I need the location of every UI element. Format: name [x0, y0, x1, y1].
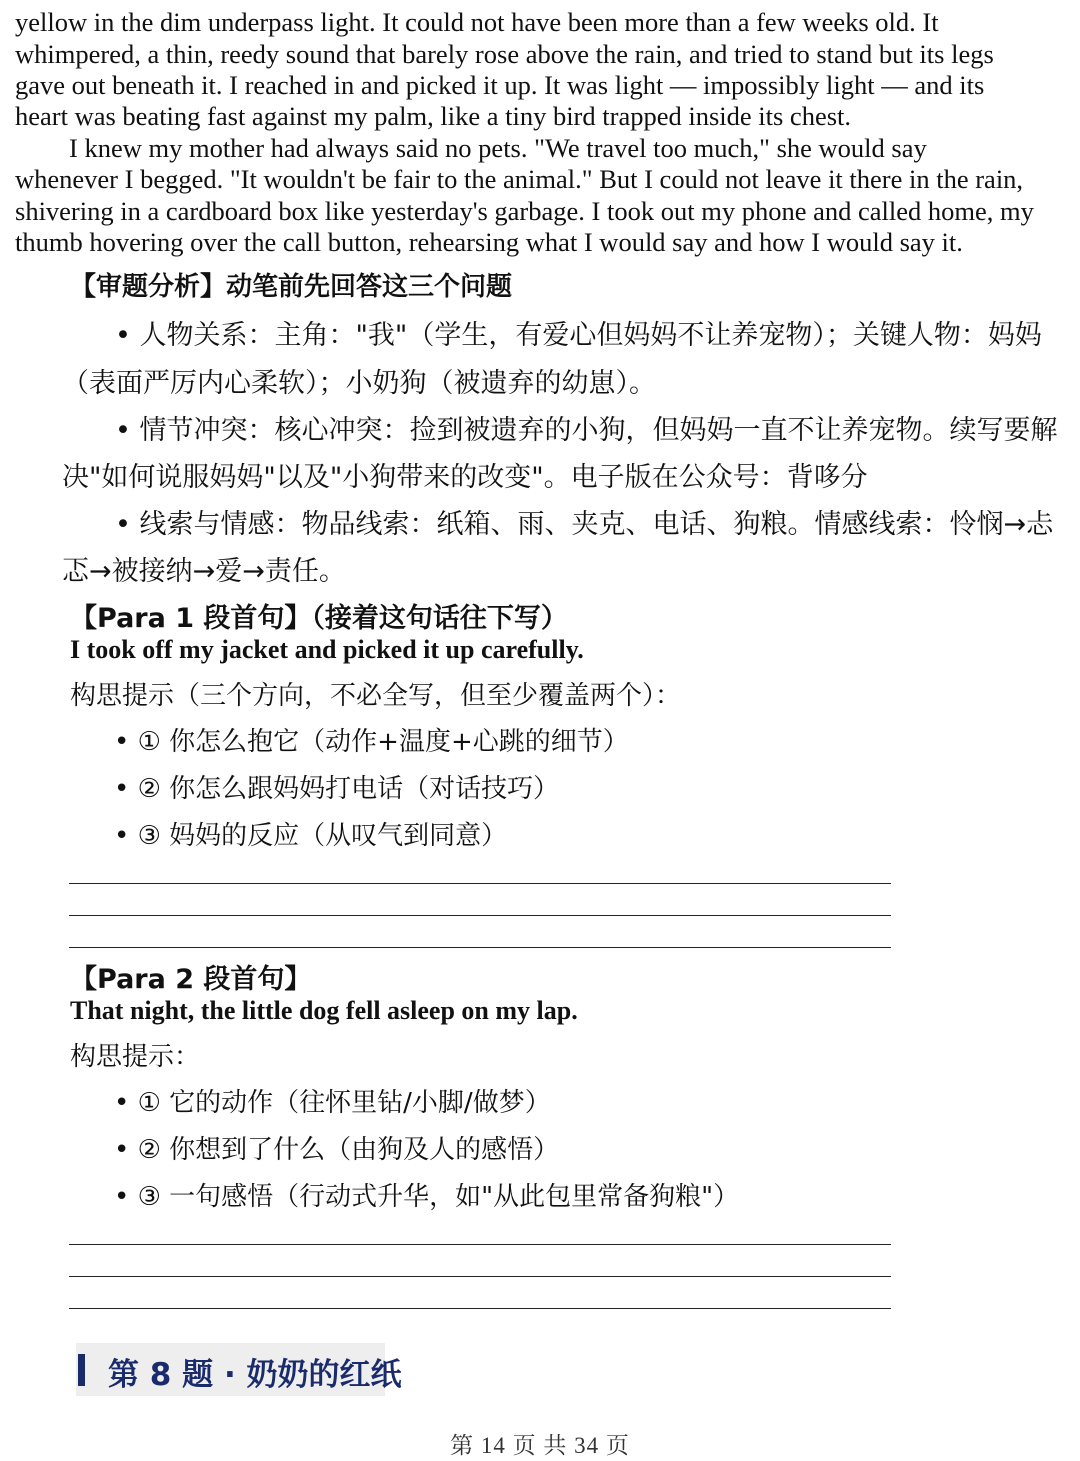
page-number-footer: 第 14 页 共 34 页 [450, 1433, 630, 1458]
story-line-3: gave out beneath it. I reached in and picked it up. It was light — impossibly light — and its [15, 70, 985, 100]
para1-hint-label: 构思提示（三个方向，不必全写，但至少覆盖两个）： [70, 681, 682, 711]
para2-writing-line-3[interactable] [69, 1308, 891, 1309]
analysis-bullet-clues: • 线索与情感：物品线索：纸箱、雨、夹克、电话、狗粮。情感线索：怜悯→忐 [115, 509, 1054, 540]
para2-opening-sentence: That night, the little dog fell asleep on my lap. [70, 996, 578, 1025]
story-line-7: shivering in a cardboard box like yesterday's garbage. I took out my phone and called home, my [15, 196, 1034, 226]
para1-writing-line-3[interactable] [69, 947, 891, 948]
para1-hint-3: • ③ 妈妈的反应（从叹气到同意） [114, 821, 508, 851]
para2-hint-label: 构思提示： [70, 1042, 201, 1072]
para2-hint-2: • ② 你想到了什么（由狗及人的感悟） [114, 1135, 560, 1165]
story-line-4: heart was beating fast against my palm, like a tiny bird trapped inside its chest. [15, 101, 852, 131]
section-marker-bar [78, 1354, 85, 1386]
para2-writing-line-2[interactable] [69, 1276, 891, 1277]
story-line-1: yellow in the dim underpass light. It could not have been more than a few weeks old. It [15, 7, 939, 37]
para1-opening-sentence: I took off my jacket and picked it up carefully. [70, 635, 584, 664]
story-line-8: thumb hovering over the call button, rehearsing what I would say and how I would say it. [15, 227, 963, 257]
analysis-bullet-characters: • 人物关系：主角："我"（学生，有爱心但妈妈不让养宠物）；关键人物：妈妈 [115, 320, 1042, 351]
para2-hint-3: • ③ 一句感悟（行动式升华，如"从此包里常备狗粮"） [114, 1182, 740, 1212]
analysis-heading: 【审题分析】动笔前先回答这三个问题 [70, 272, 513, 302]
section-title: 第 8 题 · 奶奶的红纸 [108, 1357, 402, 1393]
analysis-bullet-clues-cont: 忑→被接纳→爱→责任。 [62, 556, 346, 587]
para2-hint-1: • ① 它的动作（往怀里钻/小脚/做梦） [114, 1088, 551, 1118]
para2-writing-line-1[interactable] [69, 1244, 891, 1245]
para1-hint-1: • ① 你怎么抱它（动作+温度+心跳的细节） [114, 727, 629, 757]
para1-writing-line-2[interactable] [69, 915, 891, 916]
para2-heading: 【Para 2 段首句】 [70, 964, 312, 995]
analysis-bullet-conflict: • 情节冲突：核心冲突：捡到被遗弃的小狗，但妈妈一直不让养宠物。续写要解 [115, 415, 1058, 446]
para1-hint-2: • ② 你怎么跟妈妈打电话（对话技巧） [114, 774, 560, 804]
story-line-2: whimpered, a thin, reedy sound that barely rose above the rain, and tried to stand but its legs [15, 39, 994, 69]
analysis-bullet-conflict-cont: 决"如何说服妈妈"以及"小狗带来的改变"。电子版在公众号：背哆分 [62, 462, 868, 493]
story-line-5: I knew my mother had always said no pets. "We travel too much," she would say [69, 133, 927, 163]
analysis-bullet-characters-cont: （表面严厉内心柔软）；小奶狗（被遗弃的幼崽）。 [62, 368, 656, 399]
para1-writing-line-1[interactable] [69, 883, 891, 884]
story-line-6: whenever I begged. "It wouldn't be fair to the animal." But I could not leave it there in the rain, [15, 164, 1024, 194]
para1-heading: 【Para 1 段首句】（接着这句话往下写） [70, 603, 568, 634]
